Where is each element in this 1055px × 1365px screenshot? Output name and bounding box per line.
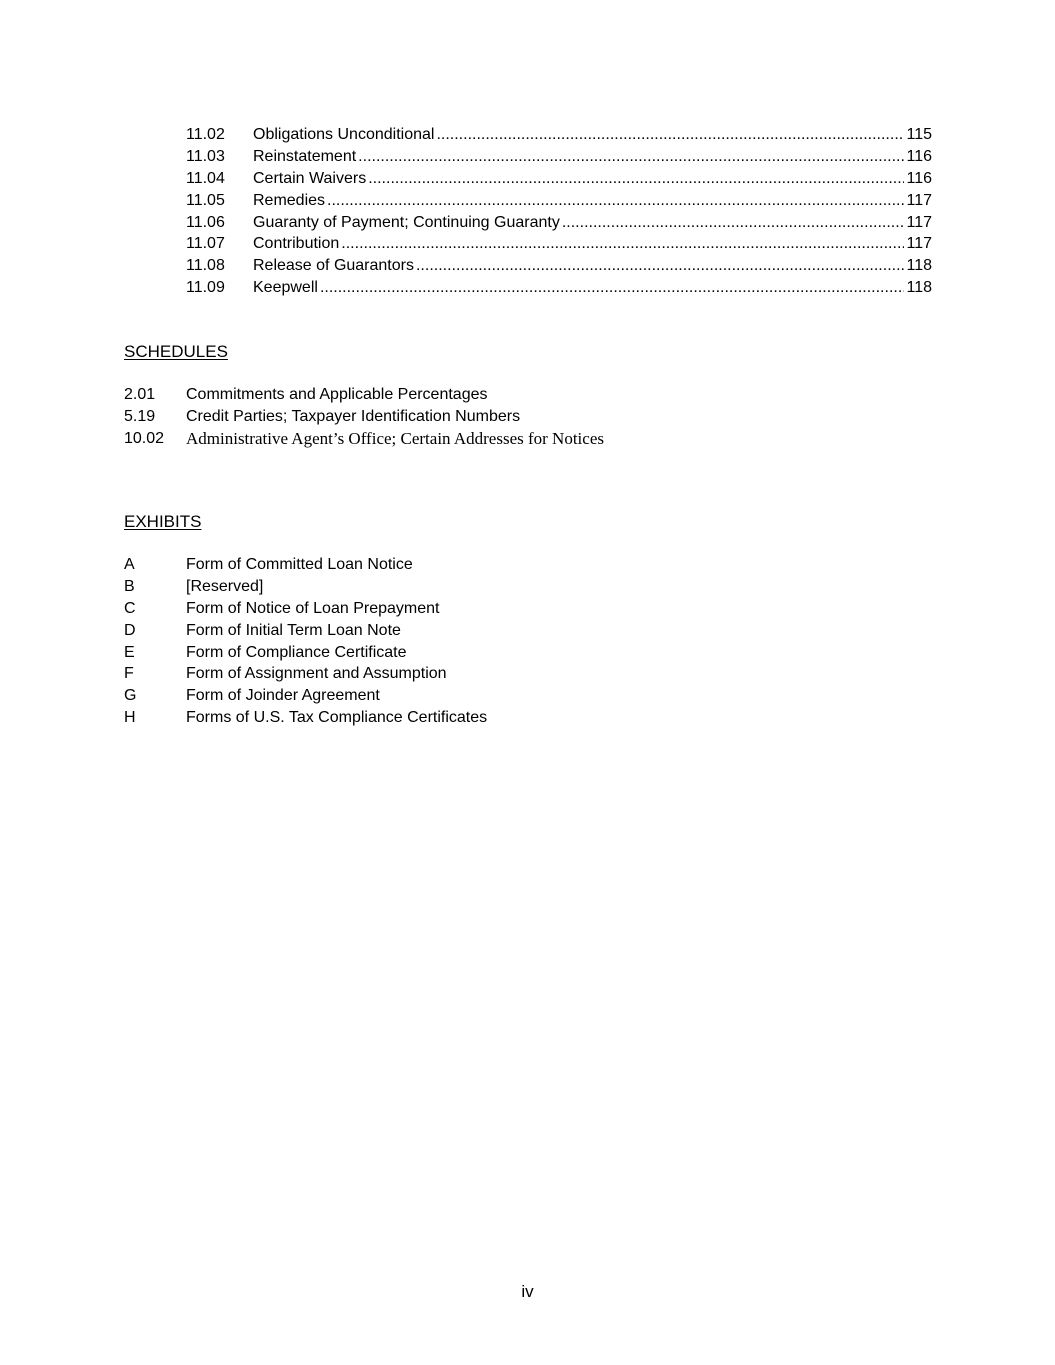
toc-row[interactable] <box>186 124 932 146</box>
page-number: iv <box>521 1282 534 1301</box>
exhibit-title: [Reserved] <box>186 577 264 595</box>
toc-page-number: 117 <box>906 235 932 253</box>
toc-section-title: Release of Guarantors <box>253 257 414 275</box>
toc-section-number: 11.09 <box>186 279 225 297</box>
toc-section-title: Guaranty of Payment; Continuing Guaranty <box>253 213 560 231</box>
toc-section-title: Keepwell <box>253 279 318 297</box>
exhibit-code: F <box>124 665 134 683</box>
list-item[interactable] <box>124 642 487 664</box>
exhibits-heading: EXHIBITS <box>124 512 202 531</box>
dot-leader <box>562 212 905 234</box>
toc-row[interactable] <box>186 190 932 212</box>
exhibit-code: D <box>124 621 136 639</box>
dot-leader <box>436 124 904 146</box>
exhibit-code: E <box>124 643 135 661</box>
schedules-list <box>124 384 604 450</box>
toc-page-number: 117 <box>906 191 932 209</box>
toc-page-number: 118 <box>906 257 932 275</box>
toc-page-number: 116 <box>906 169 932 187</box>
list-item[interactable] <box>124 576 487 598</box>
toc-section-number: 11.03 <box>186 147 225 165</box>
toc-page-number: 116 <box>906 147 932 165</box>
exhibit-title: Form of Compliance Certificate <box>186 643 407 661</box>
toc-section-number: 11.02 <box>186 126 225 143</box>
list-item[interactable] <box>124 663 487 685</box>
schedule-title: Administrative Agent’s Office; Certain Addresses for Notices <box>186 428 604 448</box>
exhibit-code: B <box>124 577 135 595</box>
list-item[interactable] <box>124 620 487 642</box>
exhibit-code: C <box>124 599 136 617</box>
toc-section-title: Certain Waivers <box>253 169 367 187</box>
toc-section-title: Obligations Unconditional <box>253 126 435 143</box>
toc-section-number: 11.04 <box>186 169 225 187</box>
toc-row[interactable] <box>186 277 932 299</box>
toc-row[interactable] <box>186 212 932 234</box>
exhibit-code: A <box>124 556 135 573</box>
dot-leader <box>416 255 905 277</box>
exhibits-list <box>124 554 487 729</box>
schedule-code: 5.19 <box>124 407 156 425</box>
list-item[interactable] <box>124 598 487 620</box>
toc-section-number: 11.08 <box>186 257 225 275</box>
toc-page-number: 118 <box>906 279 932 297</box>
toc-row[interactable] <box>186 146 932 168</box>
toc-section-number: 11.05 <box>186 191 225 209</box>
schedule-title: Commitments and Applicable Percentages <box>186 386 488 403</box>
schedules-heading: SCHEDULES <box>124 342 228 361</box>
schedule-title: Credit Parties; Taxpayer Identification Numbers <box>186 407 521 425</box>
exhibit-code: H <box>124 709 136 727</box>
toc-page-number: 115 <box>906 126 932 143</box>
exhibit-title: Form of Initial Term Loan Note <box>186 621 401 639</box>
dot-leader <box>358 146 904 168</box>
toc-page-number: 117 <box>906 213 932 231</box>
toc-row[interactable] <box>186 255 932 277</box>
exhibit-title: Forms of U.S. Tax Compliance Certificates <box>186 709 488 727</box>
list-item[interactable] <box>124 406 604 428</box>
toc-section-number: 11.07 <box>186 235 225 253</box>
exhibit-code: G <box>124 687 137 705</box>
dot-leader <box>320 277 905 299</box>
exhibit-title: Form of Assignment and Assumption <box>186 665 447 683</box>
list-item[interactable] <box>124 428 604 450</box>
toc-row[interactable] <box>186 168 932 190</box>
table-of-contents <box>186 124 932 299</box>
list-item[interactable] <box>124 685 487 707</box>
dot-leader <box>368 168 904 190</box>
list-item[interactable] <box>124 384 604 406</box>
exhibit-title: Form of Committed Loan Notice <box>186 556 413 573</box>
toc-section-title: Reinstatement <box>253 147 357 165</box>
list-item[interactable] <box>124 554 487 576</box>
exhibit-title: Form of Notice of Loan Prepayment <box>186 599 440 617</box>
dot-leader <box>327 190 904 212</box>
toc-section-number: 11.06 <box>186 213 225 231</box>
toc-section-title: Contribution <box>253 235 340 253</box>
schedule-code: 2.01 <box>124 386 156 403</box>
toc-row[interactable] <box>186 233 932 255</box>
schedule-code: 10.02 <box>124 429 165 447</box>
exhibit-title: Form of Joinder Agreement <box>186 687 380 705</box>
dot-leader <box>341 233 904 255</box>
toc-section-title: Remedies <box>253 191 326 209</box>
list-item[interactable] <box>124 707 487 729</box>
